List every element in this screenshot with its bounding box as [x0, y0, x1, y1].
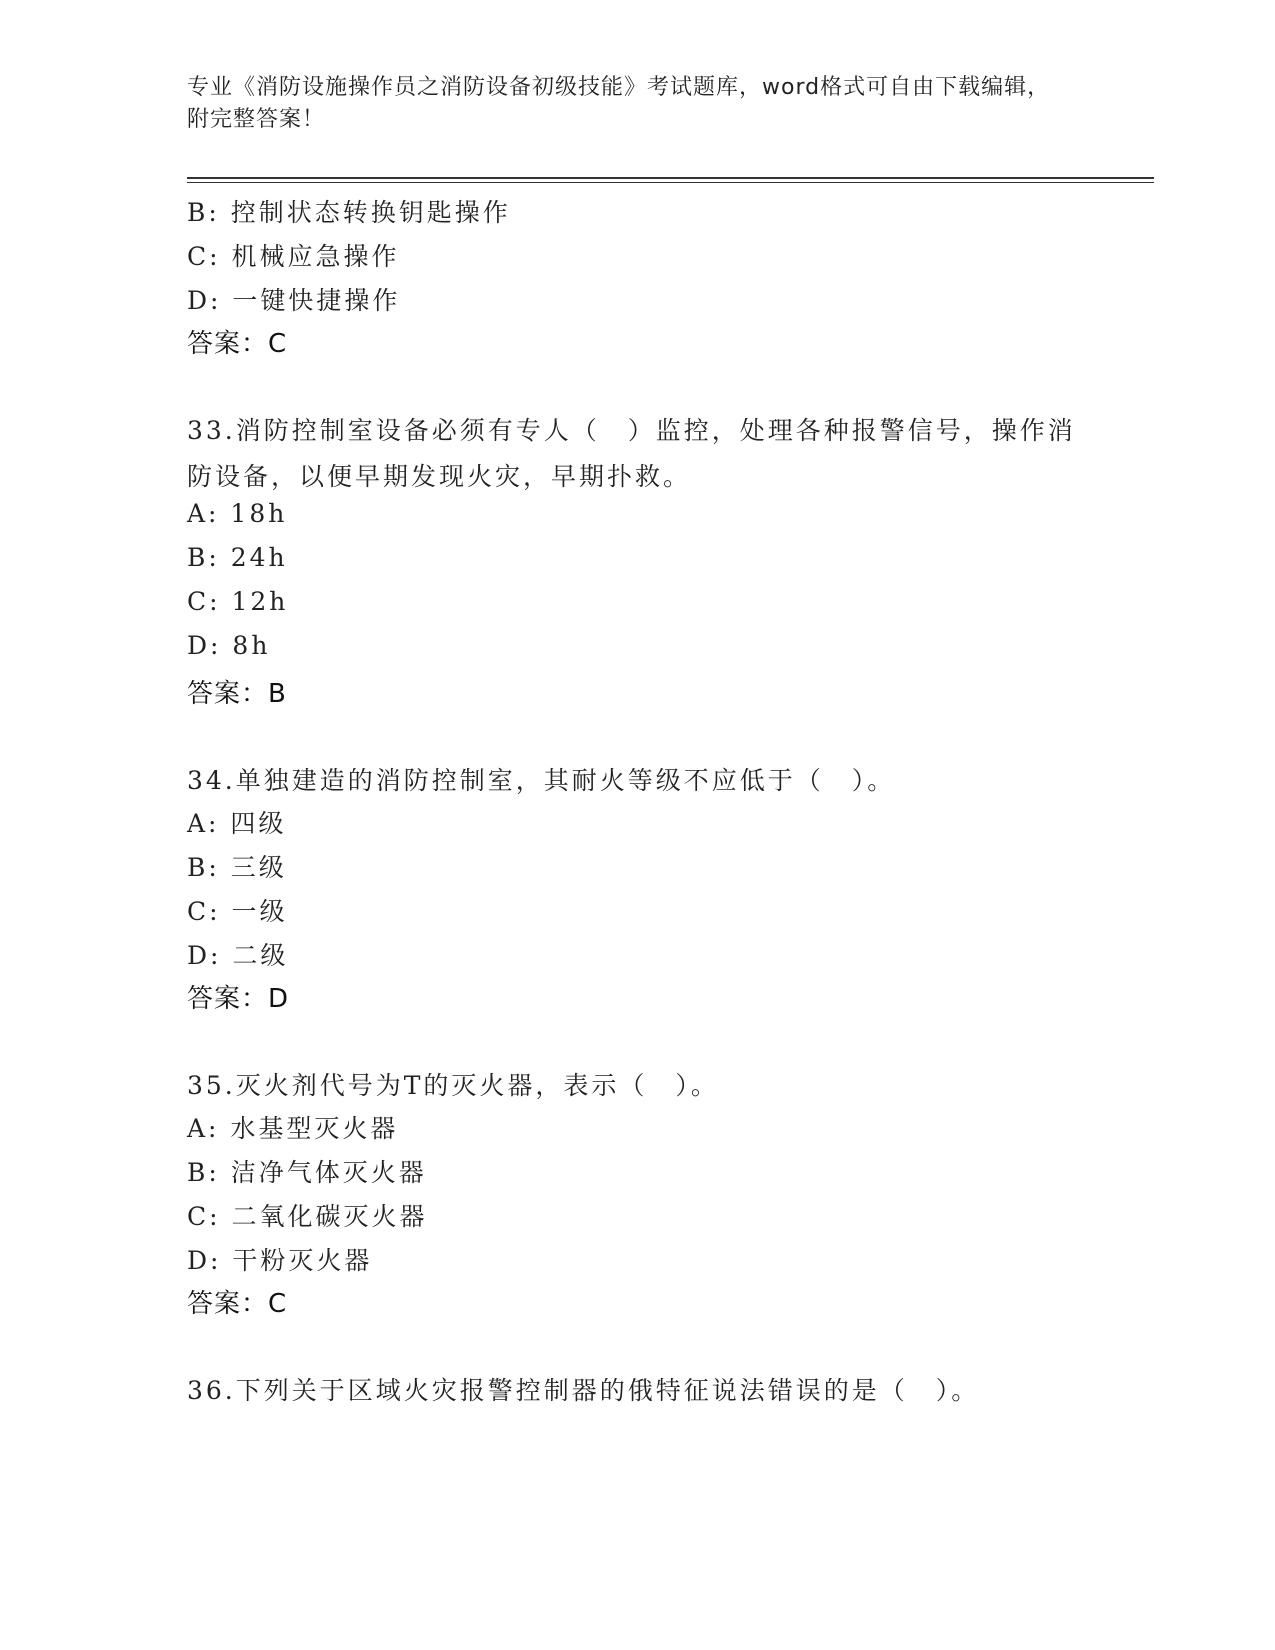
q35-question: 35.灭火剂代号为T的灭火器，表示（ ）。 [187, 1071, 719, 1100]
q33-option-d: D: 8h [187, 631, 271, 660]
q34-option-c: C: 一级 [187, 897, 288, 926]
q34-question: 34.单独建造的消防控制室，其耐火等级不应低于（ ）。 [187, 766, 896, 795]
q33-option-b: B: 24h [187, 543, 288, 572]
q34-option-d: D: 二级 [187, 941, 289, 970]
q34-answer: 答案：D [187, 984, 290, 1014]
q36-question: 36.下列关于区域火灾报警控制器的俄特征说法错误的是（ ）。 [187, 1376, 980, 1405]
header-divider-thin [187, 182, 1154, 183]
q32-option-c: C: 机械应急操作 [187, 242, 400, 271]
header-divider-thick [187, 177, 1154, 179]
q34-option-a: A: 四级 [187, 809, 287, 838]
q33-question: 33.消防控制室设备必须有专人（ ）监控，处理各种报警信号，操作消防设备，以便早期发现火灾，早期扑救。 [187, 416, 1076, 491]
q32-answer: 答案：C [187, 329, 288, 359]
document-header: 专业《消防设施操作员之消防设备初级技能》考试题库，word格式可自由下载编辑，附完整答案！ [187, 75, 1051, 132]
q35-option-d: D: 干粉灭火器 [187, 1246, 373, 1275]
q32-option-d: D: 一键快捷操作 [187, 286, 401, 315]
q33-answer: 答案：B [187, 679, 287, 709]
q34-option-b: B: 三级 [187, 853, 287, 882]
q35-option-a: A: 水基型灭火器 [187, 1114, 399, 1143]
q35-option-b: B: 洁净气体灭火器 [187, 1158, 427, 1187]
q33-option-a: A: 18h [187, 499, 288, 528]
q32-option-b: B: 控制状态转换钥匙操作 [187, 198, 511, 227]
q35-option-c: C: 二氧化碳灭火器 [187, 1202, 428, 1231]
q35-answer: 答案：C [187, 1289, 288, 1319]
q33-option-c: C: 12h [187, 587, 289, 616]
